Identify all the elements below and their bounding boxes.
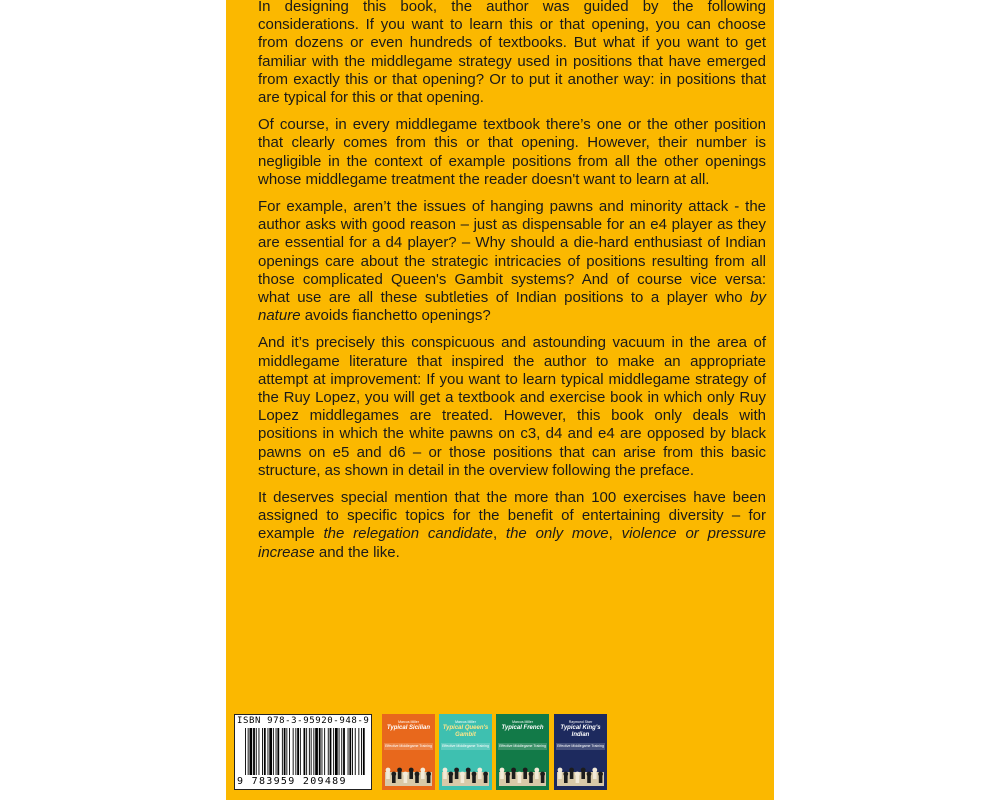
chess-board-image	[499, 754, 546, 786]
book-author: Marcus Miller	[455, 720, 476, 724]
isbn-label: ISBN 978-3-95920-948-9	[237, 716, 370, 726]
paragraph-5-separator-2: ,	[608, 525, 622, 543]
book-title: Typical King's Indian	[560, 725, 601, 738]
chess-board-image	[385, 754, 432, 786]
isbn-barcode	[234, 714, 372, 790]
book-subtitle: Effective Middlegame Training	[499, 744, 546, 748]
paragraph-5	[258, 489, 766, 562]
book-author: Marcus Miller	[512, 720, 533, 724]
paragraph-5-text-a: It deserves special mention that the more than 100 exercises have been assigned to specific topics for the benefit of entertaining diversity – for example	[258, 489, 766, 543]
blurb-text	[258, 0, 766, 571]
chess-board-image	[442, 754, 489, 786]
chess-board-image	[557, 754, 604, 786]
book-author: Raymond Starr	[568, 720, 593, 724]
topic-violence-pressure: violence or pressure increase	[258, 525, 766, 561]
book-title: Typical Sicilian	[386, 725, 431, 731]
paragraph-2: Of course, in every middlegame textbook there’s one or the other position that clearly comes from this or that opening. However, their number is negligible in the context of example positions from all the other openings whose middlegame treatment the reader doesn't want to learn at all.	[258, 116, 766, 188]
book-cover-typical-french[interactable]	[496, 714, 549, 790]
book-subtitle: Effective Middlegame Training	[385, 744, 432, 748]
paragraph-3	[258, 198, 766, 325]
topic-relegation-candidate: the relegation candidate	[323, 525, 493, 543]
book-cover-typical-sicilian[interactable]	[382, 714, 435, 790]
book-subtitle: Effective Middlegame Training	[442, 744, 489, 748]
barcode-digits: 9 783959 209489	[237, 776, 347, 787]
paragraph-3-text-a: For example, aren’t the issues of hanging pawns and minority attack - the author asks with good reason – just as dispensable for an e4 player as they are essential for a d4 player? – Why should a die-hard enthusiast of Indian openings care about the strategic intricacies of positions resulting from all those complicated Queen's Gambit systems? And of course vice versa: what use are all these subtleties of Indian positions to a player who	[258, 198, 766, 307]
back-cover	[226, 0, 774, 800]
barcode-bars	[245, 728, 365, 775]
paragraph-3-emphasis: by nature	[258, 289, 766, 325]
paragraph-3-text-b: avoids fianchetto openings?	[300, 307, 491, 325]
book-cover-typical-queens-gambit[interactable]	[439, 714, 492, 790]
paragraph-1: In designing this book, the author was guided by the following considerations. If you want to learn this or that opening, you can choose from dozens or even hundreds of textbooks. But what if you want to get familiar with the middlegame strategy used in positions that have emerged from exactly this or that opening? Or to put it another way: in positions that are typical for this or that opening.	[258, 0, 766, 107]
paragraph-5-separator-1: ,	[492, 525, 506, 543]
book-title: Typical Queen's Gambit	[442, 725, 489, 738]
paragraph-4: And it’s precisely this conspicuous and astounding vacuum in the area of middlegame literature that inspired the author to make an appropriate attempt at improvement: If you want to learn typical middlegame strategy of the Ruy Lopez, you will get a textbook and exercise book in which only Ruy Lopez middlegames are treated. However, this book only deals with positions in which the white pawns on c3, d4 and e4 are opposed by black pawns on e5 and d6 – or those positions that can arise from this basic structure, as shown in detail in the overview following the preface.	[258, 334, 766, 479]
book-title: Typical French	[501, 725, 544, 731]
book-subtitle: Effective Middlegame Training	[557, 744, 604, 748]
paragraph-5-text-b: and the like.	[314, 543, 400, 561]
topic-only-move: the only move	[505, 525, 609, 543]
book-author: Marcus Miller	[398, 720, 419, 724]
book-cover-typical-kings-indian[interactable]	[554, 714, 607, 790]
